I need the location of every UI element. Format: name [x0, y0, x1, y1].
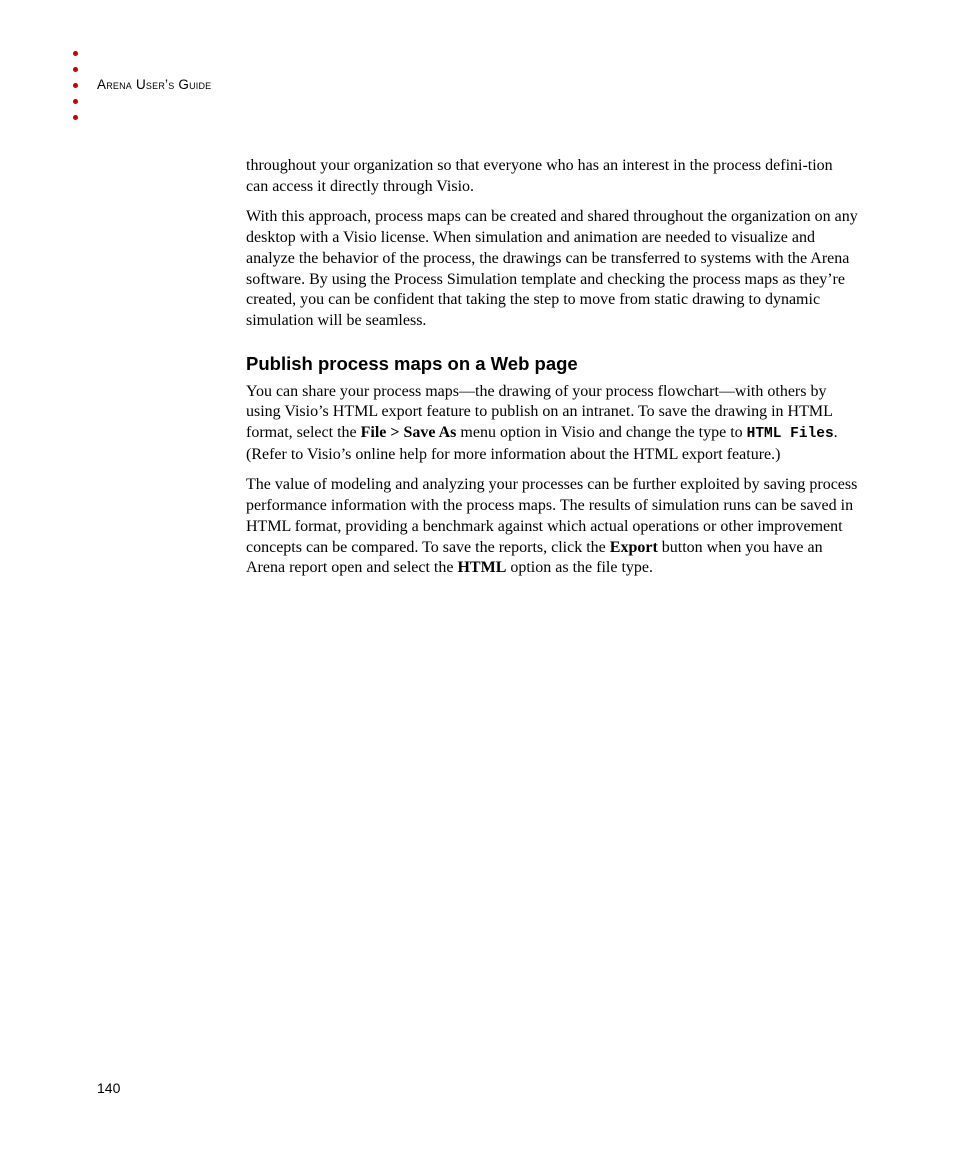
export-button-label: Export — [609, 538, 658, 556]
bullet-dot — [73, 51, 78, 56]
paragraph-approach: With this approach, process maps can be created and shared throughout the organization on any desktop with a Visio license. When simulation and animation are needed to visualize and analyze the behavior of the process, the drawings can be transferred to systems with the Arena software. By using the Process Simulation template and checking the process maps as they’re created, you can be confident that taking the step to move from static drawing to dynamic simulation will be seamless. — [246, 208, 858, 329]
bullet-dot — [73, 115, 78, 120]
text-run: . (Refer to Visio’s online help for more information about the HTML export feature.) — [246, 424, 838, 463]
file-type-code: HTML Files — [746, 426, 834, 443]
bullet-dot — [73, 67, 78, 72]
text-run: menu option in Visio and change the type to — [456, 424, 747, 442]
text-run: You can share your process maps—the drawing of your process flowchart—with others by using Visio’s HTML export feature to publish on an intranet. To save the drawing in HTML format, select the — [246, 382, 833, 442]
text-run: option as the file type. — [506, 559, 653, 577]
html-option-label: HTML — [457, 559, 507, 577]
running-head: Arena User’s Guide — [97, 77, 212, 92]
bullet-dot — [73, 83, 78, 88]
text-run: button when you have an Arena report open and select the — [246, 538, 823, 577]
section-heading: Publish process maps on a Web page — [246, 352, 578, 374]
paragraph-intro-continuation: throughout your organization so that everyone who has an interest in the process defini-tion can access it directly through Visio. — [246, 157, 833, 195]
page-number: 140 — [97, 1080, 121, 1096]
menu-path: File > Save As — [360, 424, 457, 442]
paragraph-publish — [246, 382, 858, 466]
main-content — [246, 156, 858, 589]
bullet-dot — [73, 99, 78, 104]
text-run: The value of modeling and analyzing your processes can be further exploited by saving process performance information with the process maps. The results of simulation runs can be saved in HTML format, providing a benchmark against which actual operations or other improvement concepts can be compared. To save the reports, click the — [246, 476, 858, 556]
paragraph-value — [246, 475, 858, 579]
